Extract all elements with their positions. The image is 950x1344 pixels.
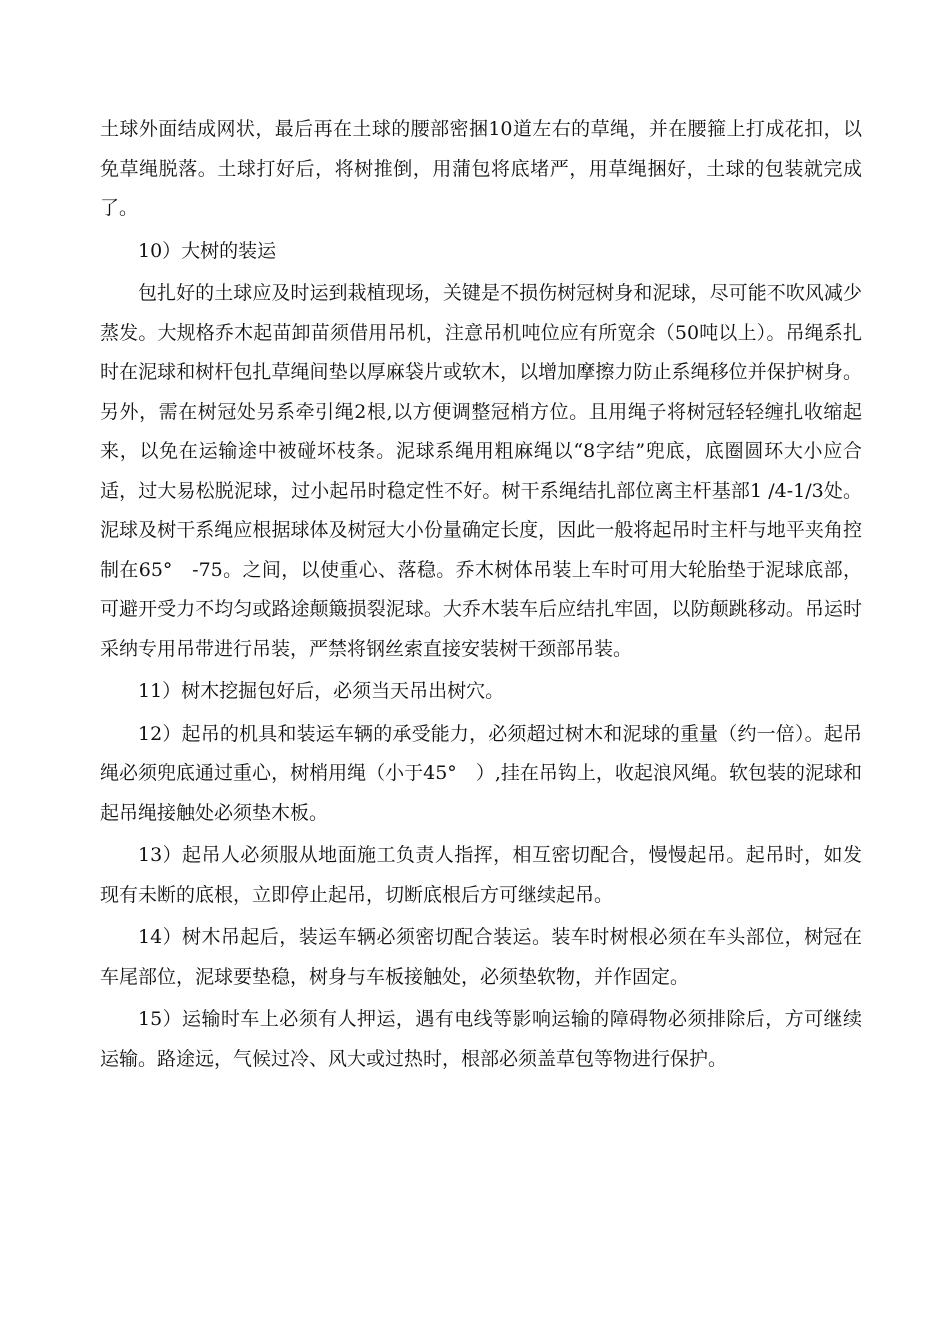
paragraph-item-14: 14）树木吊起后，装运车辆必须密切配合装运。装车时树根必须在车头部位，树冠在车尾部位，泥球要垫稳，树身与车板接触处，必须垫软物，并作固定。 [100, 926, 862, 988]
section-heading-tree-transport: 10）大树的装运 [138, 239, 277, 262]
paragraph-item-11: 11）树木挖掘包好后，必须当天吊出树穴。 [138, 680, 505, 702]
paragraph-item-13: 13）起吊人必须服从地面施工负责人指挥，相互密切配合，慢慢起吊。起吊时，如发现有未断的底根，立即停止起吊，切断底根后方可继续起吊。 [100, 844, 862, 906]
document-page [100, 110, 862, 1082]
paragraph-tree-transport-details: 包扎好的土球应及时运到栽植现场，关键是不损伤树冠树身和泥球，尽可能不吹风减少蒸发。大规格乔木起苗卸苗须借用吊机，注意吊机吨位应有所宽余（50吨以上）。吊绳系扎时在泥球和树杆包扎草绳间垫以厚麻袋片或软木，以增加摩擦力防止系绳移位并保护树身。另外，需在树冠处另系牵引绳2根,以方便调整冠梢方位。且用绳子将树冠轻轻缠扎收缩起来，以免在运输途中被碰坏枝条。泥球系绳用粗麻绳以“8字结”兜底，底圈圆环大小应合适，过大易松脱泥球，过小起吊时稳定性不好。树干系绳结扎部位离主杆基部1 /4-1/3处。泥球及树干系绳应根据球体及树冠大小份量确定长度，因此一般将起吊时主杆与地平夹角控制在65° -75。之间，以使重心、落稳。乔木树体吊装上车时可用大轮胎垫于泥球底部，可避开受力不均匀或路途颠簸损裂泥球。大乔木装车后应结扎牢固，以防颠跳移动。吊运时采纳专用吊带进行吊装，严禁将钢丝索直接安装树干颈部吊装。 [100, 282, 862, 660]
paragraph-soil-ball-wrapping-end: 土球外面结成网状，最后再在土球的腰部密捆10道左右的草绳，并在腰箍上打成花扣，以免草绳脱落。土球打好后，将树推倒，用蒲包将底堵严，用草绳捆好，土球的包装就完成了。 [100, 118, 862, 219]
paragraph-item-12: 12）起吊的机具和装运车辆的承受能力，必须超过树木和泥球的重量（约一倍）。起吊绳必须兜底通过重心，树梢用绳（小于45° ）,挂在吊钩上，收起浪风绳。软包装的泥球和起吊绳接触处必须垫木板。 [100, 722, 862, 824]
paragraph-item-15: 15）运输时车上必须有人押运，遇有电线等影响运输的障碍物必须排除后，方可继续运输。路途远，气候过冷、风大或过热时，根部必须盖草包等物进行保护。 [100, 1008, 862, 1070]
